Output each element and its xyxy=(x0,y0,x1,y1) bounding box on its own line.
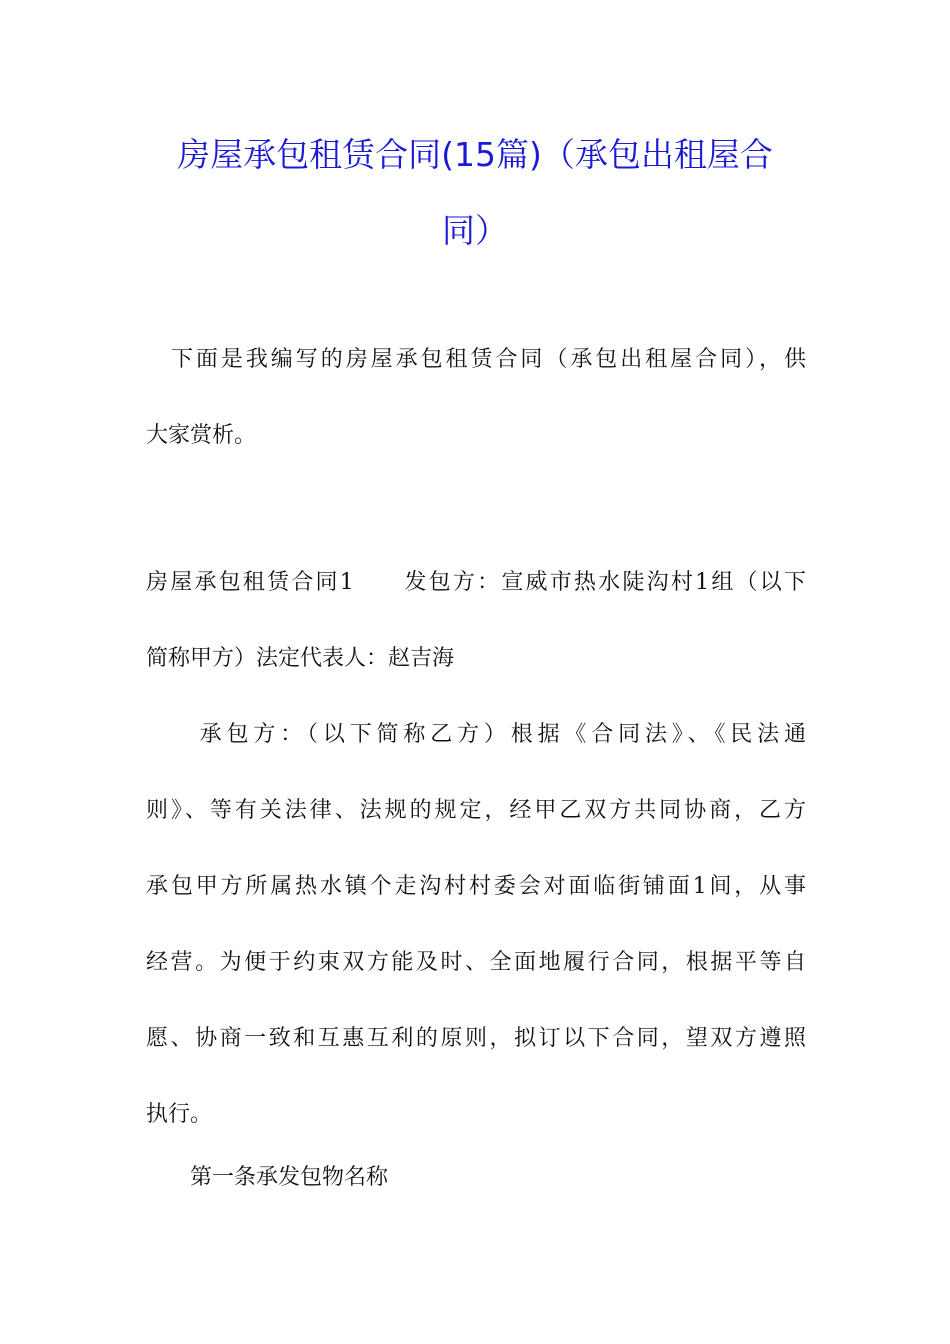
contractor-line-6: 执行。 xyxy=(146,1102,213,1127)
contractor-line-5: 愿、协商一致和互惠互利的原则，拟订以下合同，望双方遵照 xyxy=(146,1026,806,1051)
title-line-2: 同） xyxy=(442,211,508,250)
contractor-paragraph xyxy=(146,697,806,1153)
intro-paragraph xyxy=(146,322,806,474)
article-1-section xyxy=(146,1140,806,1216)
contractor-line-1: 承包方：（以下简称乙方）根据《合同法》、《民法通 xyxy=(146,722,806,747)
contractor-line-3: 承包甲方所属热水镇个走沟村村委会对面临街铺面1间，从事 xyxy=(146,874,806,899)
intro-line-1: 下面是我编写的房屋承包租赁合同（承包出租屋合同），供 xyxy=(146,347,806,372)
contract-1-line-2: 简称甲方）法定代表人：赵吉海 xyxy=(146,646,455,671)
contractor-line-2: 则》、等有关法律、法规的规定，经甲乙双方共同协商，乙方 xyxy=(146,798,806,823)
title-line-1: 房屋承包租赁合同(15篇)（承包出租屋合 xyxy=(177,135,773,174)
article-1-heading: 第一条承发包物名称 xyxy=(146,1165,389,1190)
intro-line-2: 大家赏析。 xyxy=(146,423,257,448)
document-title xyxy=(120,117,830,269)
contract-1-header-paragraph xyxy=(146,545,806,697)
contract-1-line-1: 房屋承包租赁合同1 发包方：宣威市热水陡沟村1组（以下 xyxy=(146,570,806,595)
contractor-line-4: 经营。为便于约束双方能及时、全面地履行合同，根据平等自 xyxy=(146,950,806,975)
